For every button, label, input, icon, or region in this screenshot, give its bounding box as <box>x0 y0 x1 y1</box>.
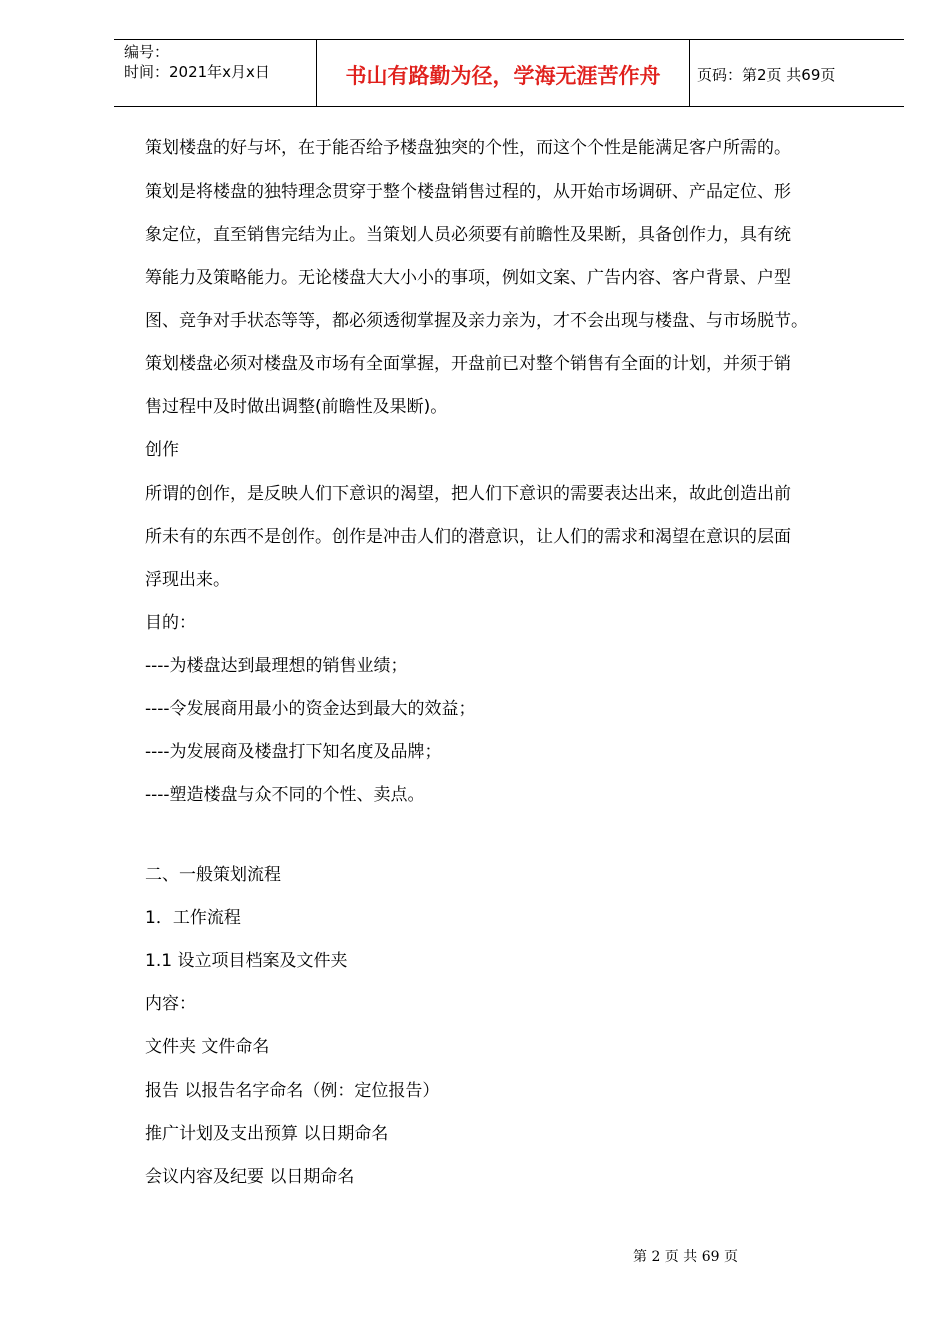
document-time-label: 时间：2021年x月x日 <box>124 63 270 81</box>
page-header <box>114 39 904 107</box>
paragraph-line: 会议内容及纪要 以日期命名 <box>145 1167 355 1187</box>
paragraph-line: 图、竞争对手状态等等，都必须透彻掌握及亲力亲为，才不会出现与楼盘、与市场脱节。 <box>145 311 808 331</box>
section-heading: 创作 <box>145 440 179 460</box>
paragraph-line: 内容： <box>145 994 196 1014</box>
paragraph-line: 浮现出来。 <box>145 570 230 590</box>
list-item: ----为楼盘达到最理想的销售业绩； <box>145 656 408 676</box>
paragraph-line: 所未有的东西不是创作。创作是冲击人们的潜意识，让人们的需求和渴望在意识的层面 <box>145 527 791 547</box>
header-divider <box>689 40 690 107</box>
list-item: ----塑造楼盘与众不同的个性、卖点。 <box>145 785 425 805</box>
subsection-heading: 1.1 设立项目档案及文件夹 <box>145 951 348 971</box>
page-footer: 第 2 页 共 69 页 <box>633 1249 738 1265</box>
paragraph-line: 售过程中及时做出调整(前瞻性及果断)。 <box>145 397 448 417</box>
paragraph-line: 文件夹 文件命名 <box>145 1037 270 1057</box>
paragraph-line: 策划是将楼盘的独特理念贯穿于整个楼盘销售过程的，从开始市场调研、产品定位、形 <box>145 182 791 202</box>
document-number-label: 编号： <box>124 43 170 61</box>
paragraph-line: 象定位，直至销售完结为止。当策划人员必须要有前瞻性及果断，具备创作力，具有统 <box>145 225 791 245</box>
paragraph-line: 报告 以报告名字命名（例：定位报告） <box>145 1081 440 1101</box>
list-item: ----令发展商用最小的资金达到最大的效益； <box>145 699 476 719</box>
paragraph-line: 筹能力及策略能力。无论楼盘大大小小的事项，例如文案、广告内容、客户背景、户型 <box>145 268 791 288</box>
paragraph-line: 推广计划及支出预算 以日期命名 <box>145 1124 389 1144</box>
list-item: ----为发展商及楼盘打下知名度及品牌； <box>145 742 442 762</box>
paragraph-line: 策划楼盘必须对楼盘及市场有全面掌握，开盘前已对整个销售有全面的计划，并须于销 <box>145 354 791 374</box>
header-motto: 书山有路勤为径，学海无涯苦作舟 <box>345 64 661 88</box>
section-heading: 目的： <box>145 613 196 633</box>
section-heading: 二、一般策划流程 <box>145 865 281 885</box>
paragraph-line: 策划楼盘的好与坏，在于能否给予楼盘独突的个性，而这个个性是能满足客户所需的。 <box>145 138 791 158</box>
paragraph-line: 所谓的创作，是反映人们下意识的渴望，把人们下意识的需要表达出来，故此创造出前 <box>145 484 791 504</box>
header-page-number: 页码：第2页 共69页 <box>697 66 836 84</box>
subsection-heading: 1．工作流程 <box>145 908 241 928</box>
header-meta <box>124 42 314 82</box>
